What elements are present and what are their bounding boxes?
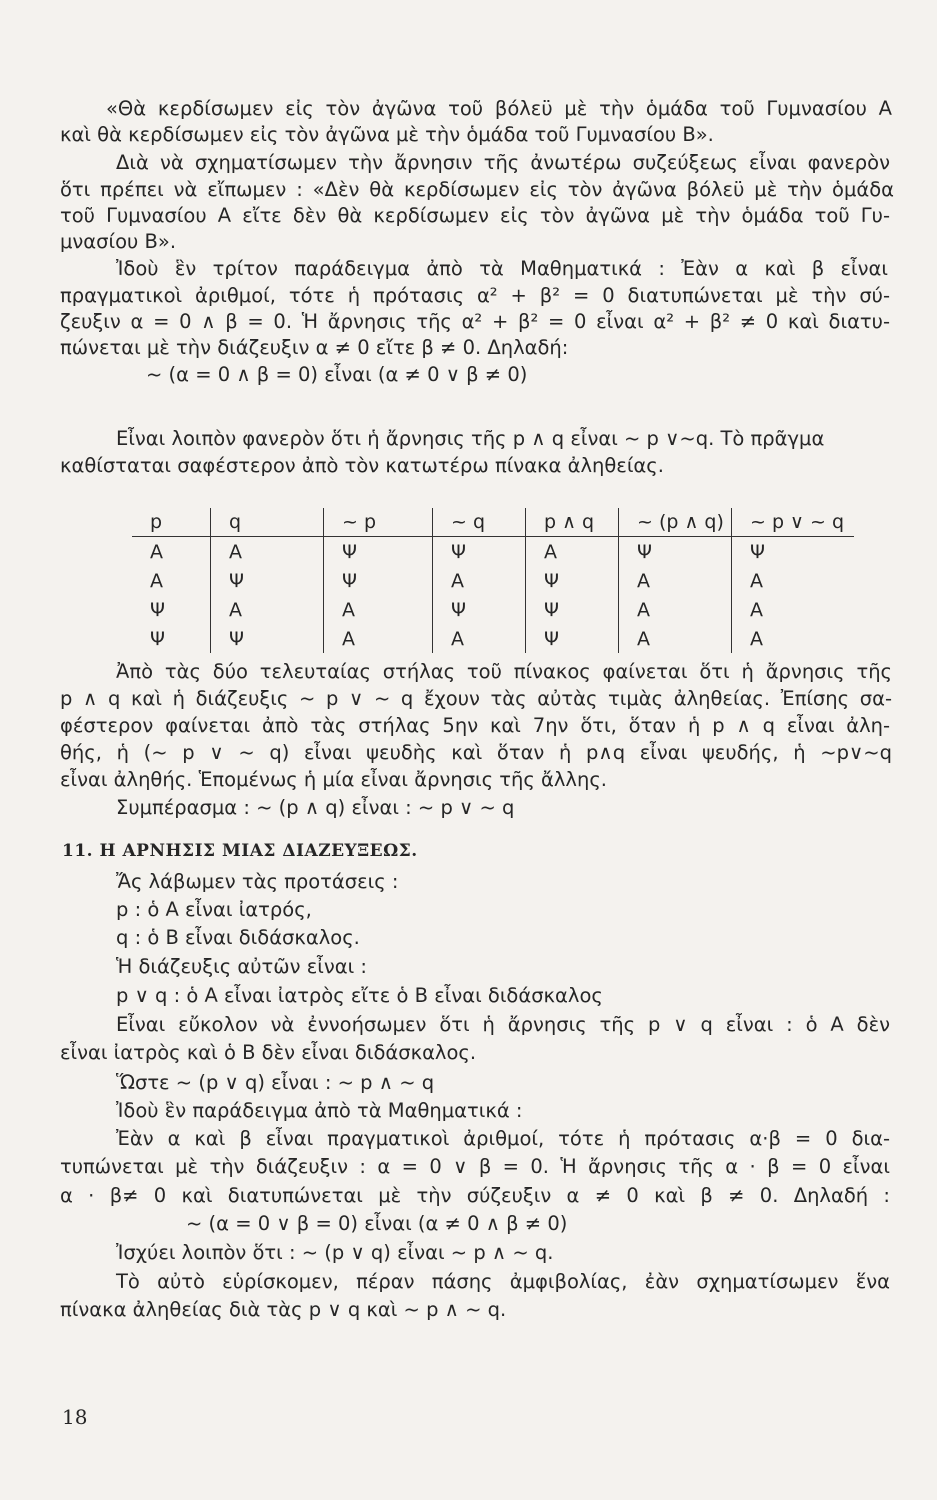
table-cell: Ψ (526, 595, 619, 624)
table-row (132, 566, 854, 595)
table-row (132, 624, 854, 653)
table-cell: Α (732, 595, 855, 624)
text-line: Ἄς λάβωμεν τὰς προτάσεις : (116, 870, 399, 893)
text-line: Ἰδοὺ ἓν τρίτον παράδειγμα ἀπὸ τὰ Μαθηματικά : Ἐὰν α καὶ β εἶναι (116, 257, 888, 280)
text-line: Ὥστε ~ (p ∨ q) εἶναι : ~ p ∧ ~ q (116, 1071, 435, 1094)
table-cell: Α (732, 624, 855, 653)
text-line: q : ὁ Β εἶναι διδάσκαλος. (116, 926, 360, 949)
table-row (132, 537, 854, 567)
table-header-cell: ~ (p ∧ q) (619, 508, 732, 537)
table-header-cell: ~ p (324, 508, 433, 537)
text-line: εἶναι ἰατρὸς καὶ ὁ Β δὲν εἶναι διδάσκαλος. (60, 1041, 477, 1064)
text-line: Ἡ διάζευξις αὐτῶν εἶναι : (116, 955, 367, 978)
table-cell: Ψ (433, 537, 526, 567)
table-header-cell: q (211, 508, 324, 537)
text-line: Διὰ νὰ σχηματίσωμεν τὴν ἄρνησιν τῆς ἀνωτέρω συζεύξεως εἶναι φανερὸν (116, 151, 890, 174)
text-line: πίνακα ἀληθείας διὰ τὰς p ∨ q καὶ ~ p ∧ ~ q. (60, 1298, 507, 1321)
table-cell: Α (150, 569, 163, 592)
table-cell: Ψ (211, 566, 324, 595)
page-number: 18 (62, 1405, 88, 1429)
table-cell: Ψ (526, 566, 619, 595)
text-line: p ∧ q καὶ ἡ διάζευξις ~ p ∨ ~ q ἔχουν τὰς αὐτὰς τιμὰς ἀληθείας. Ἐπίσης σα- (60, 687, 892, 710)
table-cell: Α (211, 537, 324, 567)
text-line: p : ὁ Α εἶναι ἰατρός, (116, 898, 312, 921)
table-cell: Α (211, 595, 324, 624)
table-header-cell: ~ q (433, 508, 526, 537)
text-line: καὶ θὰ κερδίσωμεν εἰς τὸν ἀγῶνα μὲ τὴν ὁμάδα τοῦ Γυμνασίου Β». (60, 123, 714, 146)
table-cell: Ψ (732, 537, 855, 567)
table-cell: Α (619, 595, 732, 624)
text-line: p ∨ q : ὁ Α εἶναι ἰατρὸς εἴτε ὁ Β εἶναι διδάσκαλος (116, 984, 603, 1007)
table-cell: Ψ (324, 566, 433, 595)
formula-line: ~ (α = 0 ∨ β = 0) εἶναι (α ≠ 0 ∧ β ≠ 0) (186, 1212, 568, 1235)
text-line: ζευξιν α = 0 ∧ β = 0. Ἡ ἄρνησις τῆς α² + β² = 0 εἶναι α² + β² ≠ 0 καὶ διατυ- (60, 310, 890, 333)
text-line: καθίσταται σαφέστερον ἀπὸ τὸν κατωτέρω πίνακα ἀληθείας. (60, 454, 664, 477)
text-line: τυπώνεται μὲ τὴν διάζευξιν : α = 0 ∨ β = 0. Ἡ ἄρνησις τῆς α · β = 0 εἶναι (60, 1155, 890, 1178)
text-line: πώνεται μὲ τὴν διάζευξιν α ≠ 0 εἴτε β ≠ 0. Δηλαδή: (60, 336, 569, 359)
table-cell: Ψ (433, 595, 526, 624)
table-cell: Ψ (526, 624, 619, 653)
text-line: Εἶναι εὔκολον νὰ ἐννοήσωμεν ὅτι ἡ ἄρνησις τῆς p ∨ q εἶναι : ὁ Α δὲν (116, 1013, 890, 1036)
table-cell: Α (619, 624, 732, 653)
table-cell: Α (526, 537, 619, 567)
truth-table-header-row (132, 508, 854, 537)
section-heading: 11. Η ΑΡΝΗΣΙΣ ΜΙΑΣ ΔΙΑΖΕΥΞΕΩΣ. (62, 841, 418, 861)
table-cell: Ψ (619, 537, 732, 567)
text-line: Τὸ αὐτὸ εὑρίσκομεν, πέραν πάσης ἀμφιβολίας, ἐὰν σχηματίσωμεν ἕνα (116, 1270, 890, 1293)
text-line: φέστερον φαίνεται ἀπὸ τὰς στήλας 5ην καὶ 7ην ὅτι, ὅταν ἡ p ∧ q εἶναι ἀλη- (60, 714, 890, 737)
text-line: τοῦ Γυμνασίου Α εἴτε δὲν θὰ κερδίσωμεν εἰς τὸν ἀγῶνα μὲ τὴν ὁμάδα τοῦ Γυ- (60, 204, 890, 227)
text-line: Ἰδοὺ ἓν παράδειγμα ἀπὸ τὰ Μαθηματικά : (116, 1099, 523, 1122)
table-cell: Α (619, 566, 732, 595)
text-line: Ἀπὸ τὰς δύο τελευταίας στήλας τοῦ πίνακος φαίνεται ὅτι ἡ ἄρνησις τῆς (116, 660, 892, 683)
text-line: εἶναι ἀληθής. Ἑπομένως ἡ μία εἶναι ἄρνησις τῆς ἄλλης. (60, 768, 607, 791)
text-line: «Θὰ κερδίσωμεν εἰς τὸν ἀγῶνα τοῦ βόλεϋ μὲ τὴν ὁμάδα τοῦ Γυμνασίου Α (106, 97, 892, 120)
text-line: ὅτι πρέπει νὰ εἴπωμεν : «Δὲν θὰ κερδίσωμεν εἰς τὸν ἀγῶνα βόλεϋ μὲ τὴν ὁμάδα (60, 178, 894, 201)
table-cell: Ψ (211, 624, 324, 653)
table-cell: Ψ (150, 627, 165, 650)
table-cell: Α (324, 595, 433, 624)
table-cell: Ψ (150, 598, 165, 621)
table-header-cell: p ∧ q (526, 508, 619, 537)
text-line: Εἶναι λοιπὸν φανερὸν ὅτι ἡ ἄρνησις τῆς p ∧ q εἶναι ~ p ∨~q. Τὸ πρᾶγμα (116, 427, 825, 450)
table-cell: Ψ (324, 537, 433, 567)
table-header-cell: ~ p ∨ ~ q (732, 508, 855, 537)
text-line: θής, ἡ (~ p ∨ ~ q) εἶναι ψευδὴς καὶ ὅταν ἡ p∧q εἶναι ψευδής, ἡ ~p∨~q (60, 741, 892, 764)
text-line: πραγματικοὶ ἀριθμοί, τότε ἡ πρότασις α² + β² = 0 διατυπώνεται μὲ τὴν σύ- (60, 284, 890, 307)
text-line: μνασίου Β». (60, 230, 177, 253)
table-cell: Α (324, 624, 433, 653)
table-cell: Α (433, 566, 526, 595)
table-cell: Α (433, 624, 526, 653)
truth-table (132, 508, 854, 653)
table-header-cell: p (132, 508, 211, 537)
formula-line: ~ (α = 0 ∧ β = 0) εἶναι (α ≠ 0 ∨ β ≠ 0) (146, 363, 528, 386)
text-line: α · β≠ 0 καὶ διατυπώνεται μὲ τὴν σύζευξιν α ≠ 0 καὶ β ≠ 0. Δηλαδή : (60, 1184, 890, 1207)
table-row (132, 595, 854, 624)
table-cell: Α (732, 566, 855, 595)
text-line: Ἐὰν α καὶ β εἶναι πραγματικοὶ ἀριθμοί, τότε ἡ πρότασις α·β = 0 δια- (116, 1127, 890, 1150)
text-line: Ἰσχύει λοιπὸν ὅτι : ~ (p ∨ q) εἶναι ~ p ∧ ~ q. (116, 1241, 554, 1264)
conclusion-line: Συμπέρασμα : ~ (p ∧ q) εἶναι : ~ p ∨ ~ q (116, 796, 515, 819)
table-cell: Α (150, 540, 163, 563)
